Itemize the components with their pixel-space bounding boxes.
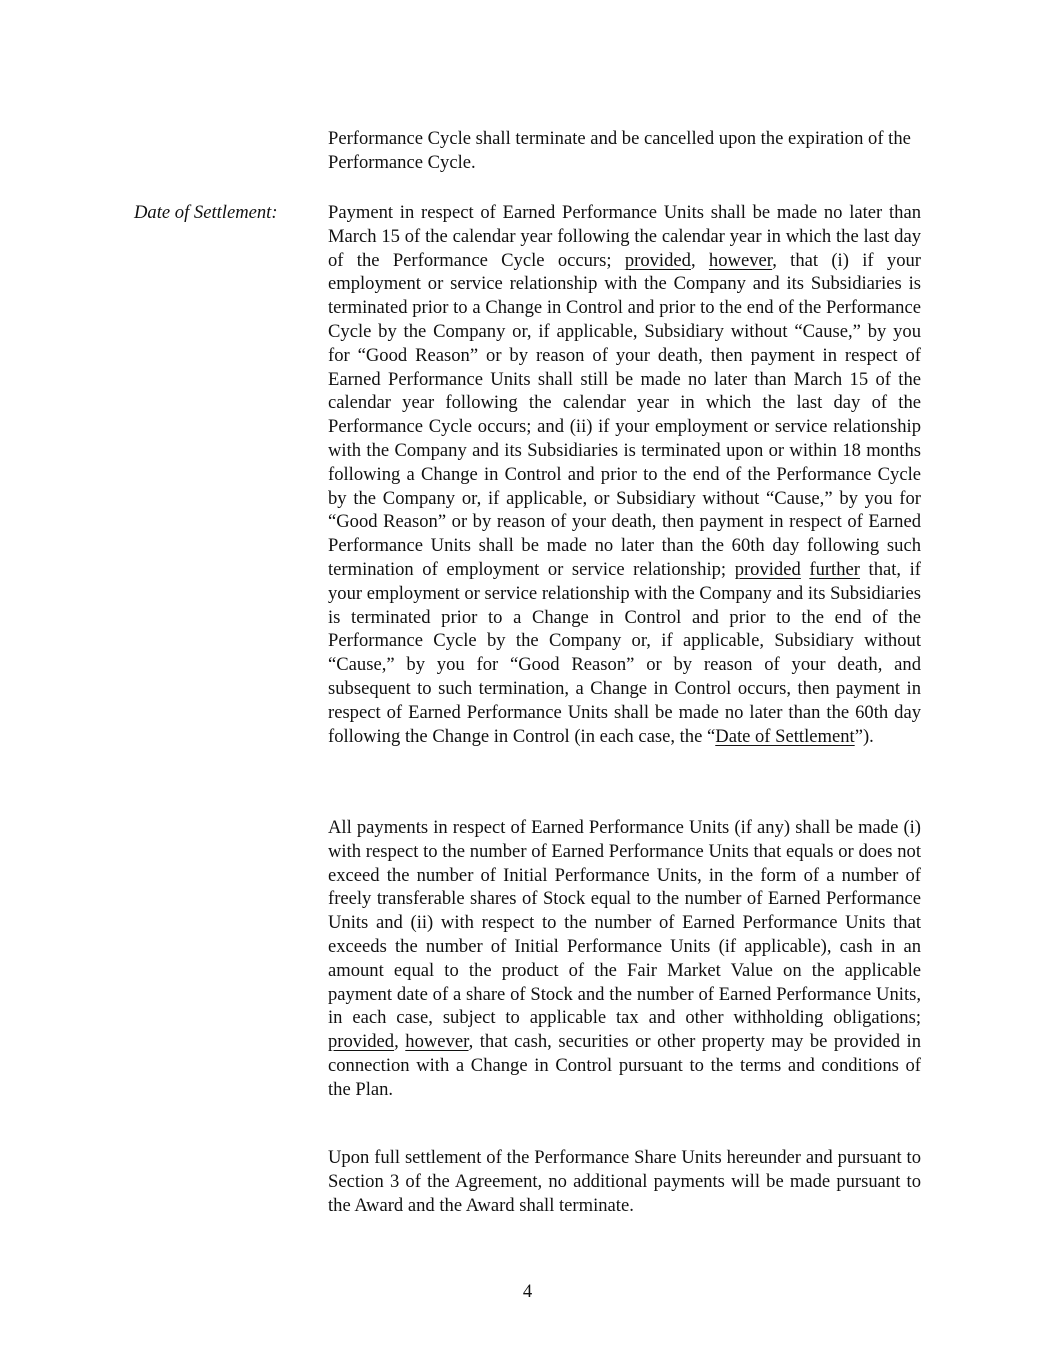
page-number: 4	[522, 1281, 533, 1302]
settlement-paragraph-2	[328, 816, 921, 1102]
underlined-term: however	[405, 1031, 469, 1053]
underlined-term: provided	[624, 249, 691, 271]
underlined-term: provided	[734, 558, 801, 580]
settlement-paragraph-3: Upon full settlement of the Performance Share Units hereunder and pursuant to Section 3 of the Agreement, no additional payments will be made pursuant to the Award and the Award shall terminate.	[328, 1147, 921, 1216]
text-run: that, if your employment or service relationship with the Company and its Subsidiaries is terminated prior to a Change in Control and prior to the end of the Performance Cycle by the Company or, if applicable, Subsidiary without “Cause,” by you for “Good Reason” or by reason of your death, and subsequent to such termination, a Change in Control occurs, then payment in respect of Earned Performance Units shall be made no later than the 60th day following the Change in Control (in each case, the “	[328, 558, 922, 747]
underlined-term: provided	[328, 1031, 395, 1053]
text-run: , that (i) if your employment or service relationship with the Company and its Subsidiaries is terminated prior to a Change in Control and prior to the end of the Performance Cycle by the Company or, if applicable, Subsidiary without “Cause,” by you for “Good Reason” or by reason of your death, then payment in respect of Earned Performance Units shall still be made no later than March 15 of the calendar year following the calendar year in which the last day of the Performance Cycle occurs; and (ii) if your employment or service relationship with the Company and its Subsidiaries is terminated upon or within 18 months following a Change in Control and prior to the end of the Performance Cycle by the Company or, if applicable, or Subsidiary without “Cause,” by you for “Good Reason” or by reason of your death, then payment in respect of Earned Performance Units shall be made no later than the 60th day following such termination of employment or service relationship;	[328, 249, 921, 580]
text-run: ,	[394, 1031, 406, 1053]
text-run: Payment in respect of Earned Performance Units shall be made no later than March 15 of the calendar year following the calendar year in which the last day of the Performance Cycle occurs;	[328, 202, 921, 271]
date-of-settlement-label: Date of Settlement:	[134, 202, 278, 223]
underlined-term: further	[809, 558, 860, 580]
text-run: , that cash, securities or other property may be provided in connection with a Change in Control pursuant to the terms and conditions of the Plan.	[328, 1031, 921, 1100]
text-run: ,	[690, 249, 709, 271]
text-run: ”).	[854, 725, 874, 747]
underlined-term: however	[708, 249, 773, 271]
settlement-paragraph-1	[328, 201, 921, 748]
carryover-paragraph: Performance Cycle shall terminate and be cancelled upon the expiration of the Performance Cycle.	[328, 128, 911, 173]
text-run: All payments in respect of Earned Performance Units (if any) shall be made (i) with respect to the number of Earned Performance Units that equals or does not exceed the number of Initial Performance Units, in the form of a number of freely transferable shares of Stock equal to the number of Earned Performance Units and (ii) with respect to the number of Earned Performance Units that exceeds the number of Initial Performance Units (if applicable), cash in an amount equal to the product of the Fair Market Value on the applicable payment date of a share of Stock and the number of Earned Performance Units, in each case, subject to applicable tax and other withholding obligations;	[328, 817, 921, 1029]
underlined-term: Date of Settlement	[715, 725, 855, 747]
